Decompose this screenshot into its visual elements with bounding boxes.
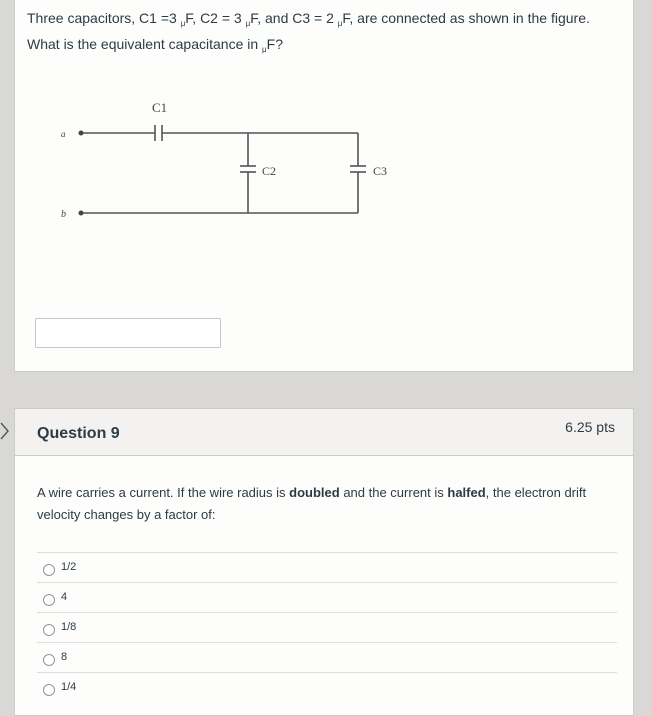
radio-button[interactable] bbox=[43, 654, 55, 666]
c3-label: C3 bbox=[373, 164, 388, 178]
answer-option[interactable] bbox=[37, 642, 617, 673]
terminal-a-dot bbox=[79, 131, 84, 136]
question-9-header bbox=[14, 408, 634, 456]
answer-input[interactable] bbox=[35, 318, 221, 348]
radio-button[interactable] bbox=[43, 684, 55, 696]
answer-option[interactable] bbox=[37, 582, 617, 613]
current-question-arrow-icon bbox=[0, 422, 10, 440]
radio-button[interactable] bbox=[43, 564, 55, 576]
question-points: 6.25 pts bbox=[565, 419, 615, 435]
answer-option-label: 1/4 bbox=[61, 681, 77, 693]
answer-option[interactable] bbox=[37, 672, 617, 703]
answer-option-label: 4 bbox=[61, 591, 68, 603]
question-8-text: Three capacitors, C1 =3 $_\mu$F, C2 = 3 $_\mu$F, and C3 = 2 $_\mu$F, are connected as shown in the figure. What is the equivalent capacitance in $_\mu$F? bbox=[27, 10, 590, 54]
capacitor-circuit-diagram bbox=[15, 0, 633, 300]
terminal-b-dot bbox=[79, 211, 84, 216]
answer-option-label: 1/2 bbox=[61, 561, 77, 573]
terminal-a-label: a bbox=[61, 129, 66, 139]
answer-option[interactable] bbox=[37, 552, 617, 583]
question-8-card bbox=[14, 0, 634, 372]
answer-option[interactable] bbox=[37, 612, 617, 643]
c1-label: C1 bbox=[152, 100, 168, 115]
question-title: Question 9 bbox=[37, 425, 120, 442]
answer-option-label: 8 bbox=[61, 651, 68, 663]
c2-label: C2 bbox=[262, 164, 277, 178]
terminal-b-label: b bbox=[61, 209, 66, 220]
answer-option-label: 1/8 bbox=[61, 621, 77, 633]
question-9-text: A wire carries a current. If the wire radius is doubled and the current is halfed, the electron drift velocity changes by a factor of: bbox=[37, 485, 587, 522]
question-9-card bbox=[14, 456, 634, 716]
radio-button[interactable] bbox=[43, 594, 55, 606]
radio-button[interactable] bbox=[43, 624, 55, 636]
